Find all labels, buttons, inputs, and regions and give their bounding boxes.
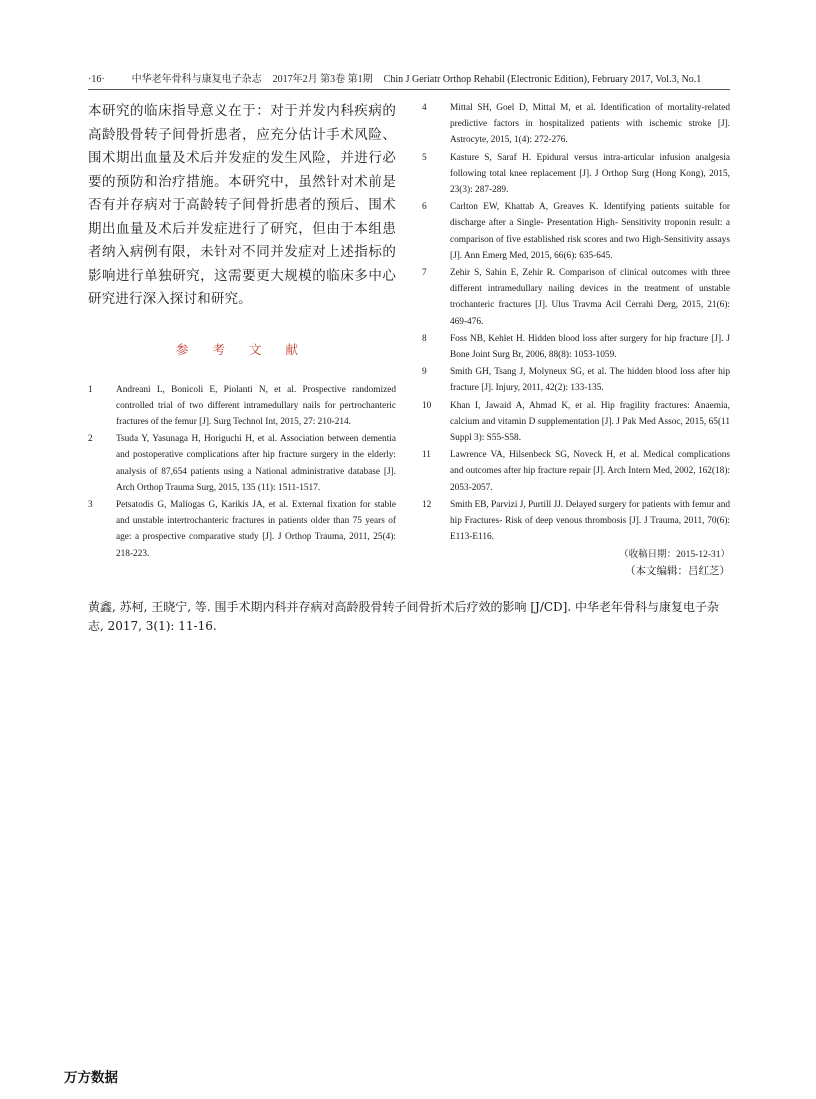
issue-info-cn: 2017年2月 第3卷 第1期: [272, 74, 373, 85]
reference-list-left: [88, 382, 396, 562]
reference-text: Andreani L, Bonicoli E, Piolanti N, et al. Prospective randomized controlled trial of two different intramedullary nails for pertrochanteric fractures of the femur [J]. Surg Technol Int, 2015, 27: 210-214.: [116, 384, 396, 427]
reference-list-right: [422, 100, 730, 545]
reference-text: Smith GH, Tsang J, Molyneux SG, et al. The hidden blood loss after hip fracture [J]. Injury, 2011, 42(2): 133-135.: [450, 367, 730, 394]
journal-name-cn: 中华老年骨科与康复电子杂志: [131, 74, 262, 85]
journal-name-en: Chin J Geriatr Orthop Rehabil (Electronic Edition), February 2017, Vol.3, No.1: [383, 74, 702, 85]
reference-text: Zehir S, Sahin E, Zehir R. Comparison of clinical outcomes with three different intramedullary nailing devices in the treatment of unstable trochanteric fractures [J]. Ulus Travma Acil Cerrahi Derg, 2015, 21(6): 469-476.: [450, 268, 730, 327]
reference-text: Tsuda Y, Yasunaga H, Horiguchi H, et al. Association between dementia and postoperative complications after hip fracture surgery in the elderly: analysis of 87,654 patients using a National administrative database [J]. Arch Orthop Trauma Surg, 2015, 135 (11): 1511-1517.: [116, 434, 396, 493]
page-number: ·16·: [88, 74, 105, 85]
watermark-logo: 万方数据: [64, 1070, 118, 1086]
reference-number: 7: [422, 268, 427, 279]
reference-text: Petsatodis G, Maliogas G, Karikis JA, et al. External fixation for stable and unstable intertrochanteric fractures in patients older than 75 years of age: a prospective comparative study [J]. J Orthop Trauma, 2011, 25(4): 218-223.: [116, 499, 396, 559]
header-rule: [88, 89, 730, 90]
reference-text: Lawrence VA, Hilsenbeck SG, Noveck H, et al. Medical complications and outcomes after hip fracture repair [J]. Arch Intern Med, 2002, 162(18): 2053-2057.: [450, 450, 730, 493]
reference-number: 5: [422, 152, 427, 163]
running-header: [88, 70, 728, 85]
reference-item: [88, 431, 396, 496]
reference-text: Kasture S, Saraf H. Epidural versus intra-articular infusion analgesia following total knee replacement [J]. J Orthop Surg (Hong Kong), 2015, 23(3): 287-289.: [450, 152, 730, 196]
reference-number: 8: [422, 333, 427, 344]
reference-number: 9: [422, 367, 427, 378]
citation: 黄鑫, 苏柯, 王晓宁, 等. 围手术期内科并存病对高龄股骨转子间骨折术后疗效的影响 [J/CD]. 中华老年骨科与康复电子杂志, 2017, 3(1): 11-16.: [88, 600, 719, 633]
reference-item: [422, 497, 730, 546]
reference-text: Mittal SH, Goel D, Mittal M, et al. Identification of mortality-related predictive factors in hospitalized patients with ischemic stroke [J]. Astrocyte, 2015, 1(4): 272-276.: [450, 103, 730, 146]
reference-item: [88, 382, 396, 431]
reference-number: 12: [422, 499, 432, 510]
received-date: （收稿日期：2015-12-31）: [619, 550, 730, 561]
body-paragraph: 本研究的临床指导意义在于：对于并发内科疾病的高龄股骨转子间骨折患者，应充分估计手术风险、围术期出血量及术后并发症的发生风险，并进行必要的预防和治疗措施。本研究中，虽然针对术前是否有并存病对于高龄转子间骨折患者的预后、围术期出血量及术后并发症进行了研究，但由于本组患者纳入病例有限，未针对不同并发症对上述指标的影响进行单独研究，这需要更大规模的临床多中心研究进行深入探讨和研究。: [88, 103, 396, 307]
right-column: [422, 100, 730, 580]
reference-item: [422, 150, 730, 199]
left-column: [88, 100, 396, 563]
reference-text: Smith EB, Parvizi J, Purtill JJ. Delayed surgery for patients with femur and hip Fractures- Risk of deep venous thrombosis [J]. J Trauma, 2011, 70(6): E113-E116.: [450, 499, 730, 543]
reference-number: 1: [88, 384, 93, 395]
reference-text: Khan I, Jawaid A, Ahmad K, et al. Hip fragility fractures: Anaemia, calcium and vitamin D supplementation [J]. J Pak Med Assoc, 2015, 65(11 Suppl 3): S55-S58.: [450, 400, 730, 444]
reference-item: [88, 497, 396, 562]
reference-text: Carlton EW, Khattab A, Greaves K. Identifying patients suitable for discharge after a Single- Presentation High- Sensitivity troponin result: a comparison of five established risk scores and two High-Sensitivity assays [J]. Ann Emerg Med, 2015, 66(6): 635-645.: [450, 202, 730, 261]
reference-item: [422, 447, 730, 496]
reference-item: [422, 398, 730, 447]
reference-item: [422, 364, 730, 396]
reference-item: [422, 331, 730, 363]
reference-number: 2: [88, 434, 93, 445]
reference-text: Foss NB, Kehlet H. Hidden blood loss after surgery for hip fracture [J]. J Bone Joint Surg Br, 2006, 88(8): 1053-1059.: [450, 333, 730, 361]
reference-item: [422, 100, 730, 149]
reference-item: [422, 265, 730, 330]
references-title: 参 考 文 献: [176, 341, 308, 357]
reference-item: [422, 199, 730, 264]
reference-number: 6: [422, 202, 427, 213]
reference-number: 10: [422, 400, 432, 411]
editor-note: （本文编辑：吕红芝）: [625, 565, 730, 578]
reference-number: 4: [422, 103, 427, 113]
reference-number: 3: [88, 499, 93, 510]
reference-number: 11: [422, 450, 431, 461]
